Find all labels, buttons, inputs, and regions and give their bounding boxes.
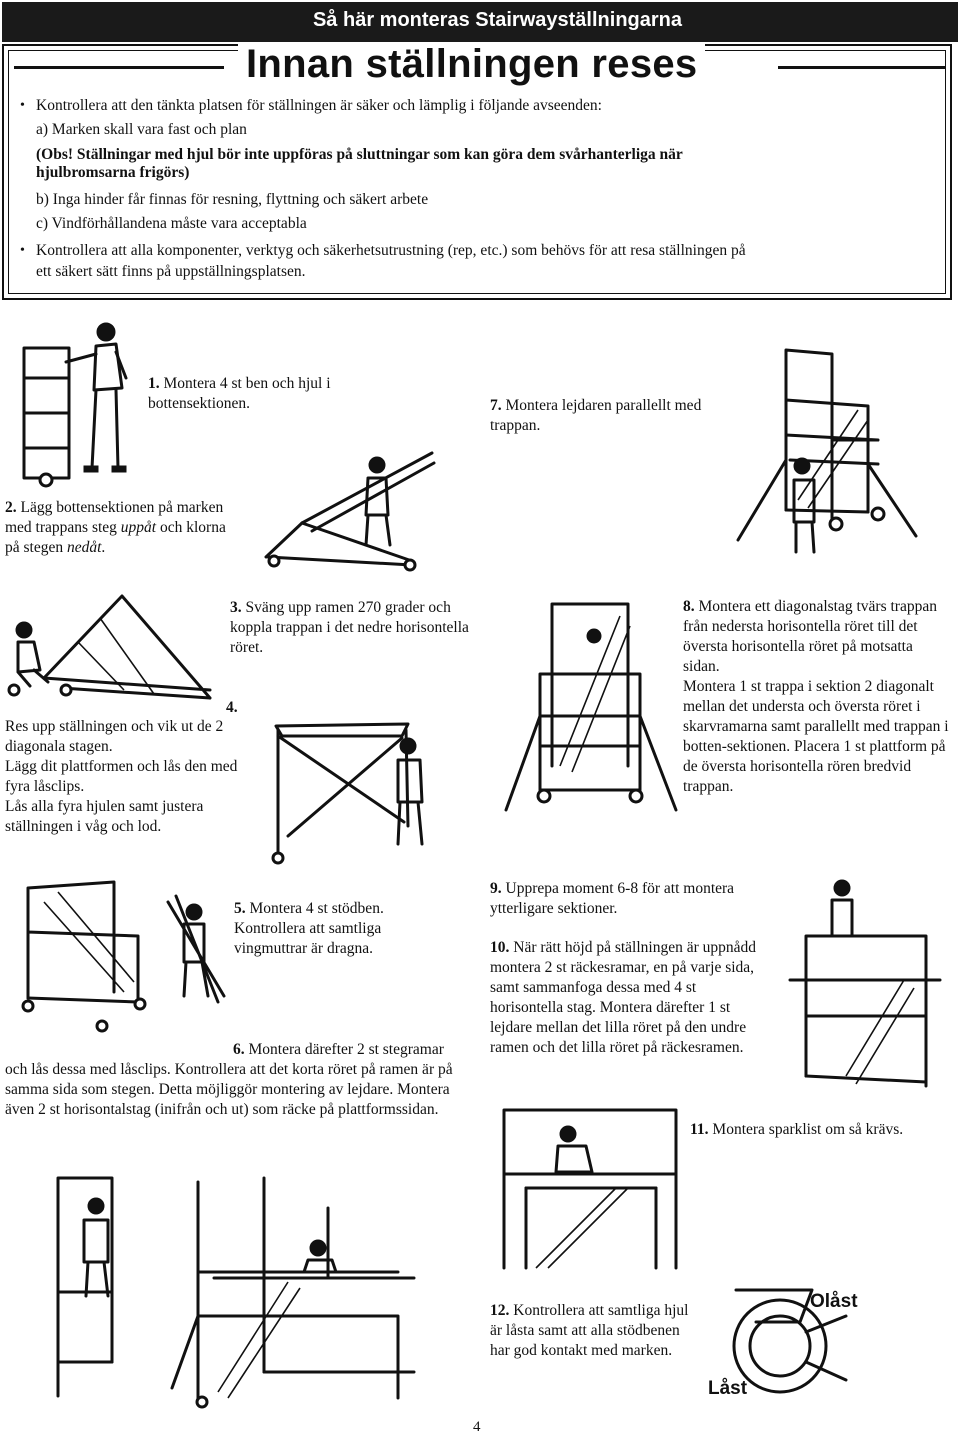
step-11-text: 11. Montera sparklist om så krävs. — [690, 1121, 904, 1138]
figure-step-2 — [262, 445, 452, 575]
step-8-text: 8. Montera ett diagonalstag tvärs trappan från nedersta horisontella röret till det översta horisontella röret på motsatta sidan. Montera 1 st trappa i sektion 2 diagonalt mellan det understa och översta röret i skarvramarna samt parallellt med trappan i botten-sektionen. Placera 1 st plattform på de översta horisontella rören bredvid trappan. — [683, 598, 949, 795]
unlocked-label: Olåst — [810, 1291, 858, 1312]
figure-step-7 — [728, 340, 928, 555]
step-4-number: 4. — [226, 699, 238, 716]
title-rule-left — [14, 66, 224, 69]
bullet-dot: • — [20, 243, 25, 258]
intro-obs-line-2: hjulbromsarna frigörs) — [36, 164, 190, 181]
step-10-text: 10. När rätt höjd på ställningen är uppnådd montera 2 st räckesramar, en på varje sida, samt sammanfoga dessa med 4 st horisontella stag. Montera därefter 1 st lejdare mellan det lilla röret på den undre ramen och det lilla röret på räckesramen. — [490, 939, 757, 1056]
step-3-text: 3. Sväng upp ramen 270 grader och koppla trappan i det nedre horisontella röret. — [230, 599, 469, 656]
page-title: Innan ställningen reses — [238, 42, 705, 87]
step-2-text: 2. Lägg bottensektionen på marken med trappans steg uppåt och klorna på stegen nedåt. — [5, 499, 226, 556]
intro-item-a: a) Marken skall vara fast och plan — [36, 121, 247, 138]
title-rule-right — [778, 66, 946, 69]
step-7-text: 7. Montera lejdaren parallellt med trappan. — [490, 397, 702, 434]
figure-step-6-left — [38, 1172, 148, 1402]
step-1-text: 1. Montera 4 st ben och hjul i bottensektionen. — [148, 375, 331, 412]
figure-step-6-right — [168, 1172, 438, 1412]
figure-step-1 — [4, 318, 154, 488]
intro-bullet-2-line-2: ett säkert sätt finns på uppställningsplatsen. — [36, 263, 306, 280]
locked-label: Låst — [708, 1378, 748, 1399]
intro-obs-line-1: (Obs! Ställningar med hjul bör inte uppföras på sluttningar som kan göra dem svårhanterliga när — [36, 146, 683, 163]
intro-bullet-1: Kontrollera att den tänkta platsen för ställningen är säker och lämplig i följande avseenden: — [36, 97, 602, 114]
header-banner — [2, 2, 958, 42]
figure-step-3 — [4, 590, 219, 702]
intro-bullet-2-line-1: Kontrollera att alla komponenter, verktyg och säkerhetsutrustning (rep, etc.) som behövs för att resa ställningen på — [36, 242, 746, 259]
header-banner-text: Så här monteras Stairwayställningarna — [312, 9, 682, 31]
step-4-text: Res upp ställningen och vik ut de 2 diagonala stagen. Lägg dit plattformen och lås den med fyra låsclips. Lås alla fyra hjulen samt justera ställningen i våg och lod. — [5, 718, 238, 835]
intro-item-b: b) Inga hinder får finnas för resning, flyttning och säkert arbete — [36, 191, 429, 208]
figure-step-10 — [786, 876, 950, 1090]
figure-step-5 — [18, 872, 228, 1032]
step-6-text: 6. Montera därefter 2 st stegramar och lås dessa med låsclips. Kontrollera att det korta röret på ramen är på samma sida som stegen. Detta möjliggör montering av lejdare. Montera även 2 st horisontalstag (inifrån och ut) som räcke på plattformssidan. — [5, 1041, 453, 1118]
figure-step-11 — [496, 1108, 684, 1270]
step-5-text: 5. Montera 4 st stödben. Kontrollera att samtliga vingmuttrar är dragna. — [234, 900, 384, 957]
step-9-text: 9. Upprepa moment 6-8 för att montera ytterligare sektioner. — [490, 880, 735, 917]
figure-step-4 — [268, 716, 440, 868]
intro-item-c: c) Vindförhållandena måste vara acceptabla — [36, 215, 307, 232]
bullet-dot: • — [20, 98, 25, 113]
page-number: 4 — [473, 1419, 481, 1435]
figure-step-8 — [500, 596, 680, 826]
step-12-text: 12. Kontrollera att samtliga hjul är låsta samt att alla stödbenen har god kontakt med marken. — [490, 1302, 689, 1359]
